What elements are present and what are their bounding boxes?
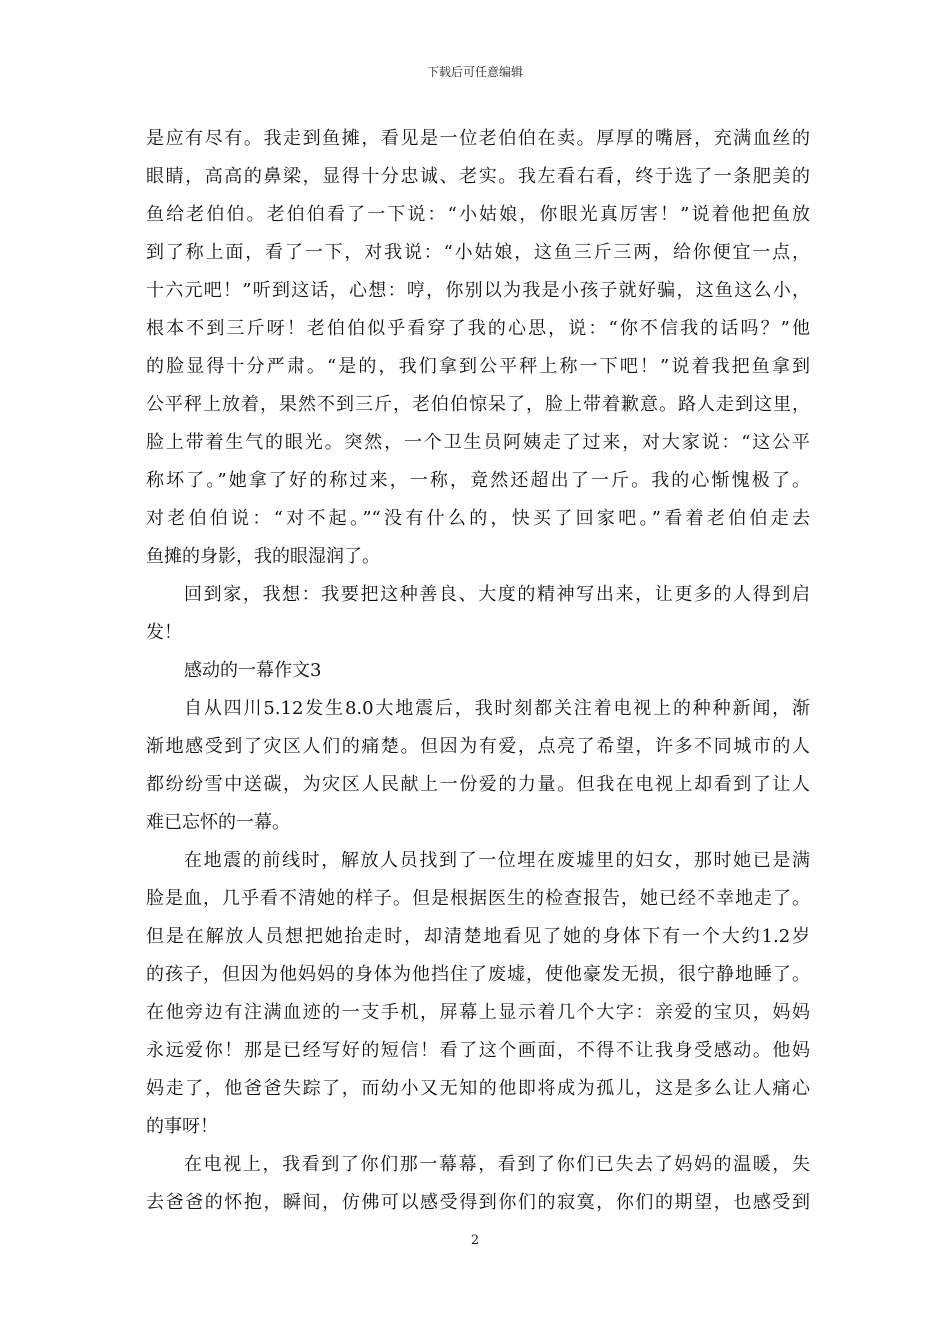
text-line: 到了称上面，看了一下，对我说：“小姑娘，这鱼三斤三两，给你便宜一点， xyxy=(146,242,810,263)
text-line: 渐地感受到了灾区人们的痛楚。但因为有爱，点亮了希望，许多不同城市的人 xyxy=(146,736,810,757)
text-line: 对老伯伯说：“对不起。”“没有什么的，快买了回家吧。”看着老伯伯走去 xyxy=(146,508,810,529)
text-line: 根本不到三斤呀！老伯伯似乎看穿了我的心思，说：“你不信我的话吗？”他 xyxy=(146,318,810,339)
text-line: 眼睛，高高的鼻梁，显得十分忠诚、老实。我左看右看，终于选了一条肥美的 xyxy=(146,166,810,187)
paragraph-start-line: 在地震的前线时，解放人员找到了一位埋在废墟里的妇女，那时她已是满 xyxy=(184,850,810,871)
text-line: 称坏了。”她拿了好的称过来，一称，竟然还超出了一斤。我的心惭愧极了。 xyxy=(146,470,810,491)
text-line: 脸上带着生气的眼光。突然，一个卫生员阿姨走了过来，对大家说：“这公平 xyxy=(146,432,810,453)
text-line: 永远爱你！那是已经写好的短信！看了这个画面，不得不让我身受感动。他妈 xyxy=(146,1040,810,1061)
text-line: 但是在解放人员想把她抬走时，却清楚地看见了她的身体下有一个大约1.2岁 xyxy=(146,926,810,947)
text-line: 脸是血，几乎看不清她的样子。但是根据医生的检查报告，她已经不幸地走了。 xyxy=(146,888,810,909)
text-line: 是应有尽有。我走到鱼摊，看见是一位老伯伯在卖。厚厚的嘴唇，充满血丝的 xyxy=(146,128,810,149)
text-line: 的孩子，但因为他妈妈的身体为他挡住了废墟，使他豪发无损，很宁静地睡了。 xyxy=(146,964,810,985)
page-header: 下载后可任意编辑 xyxy=(426,65,523,79)
text-line: 在他旁边有注满血迹的一支手机，屏幕上显示着几个大字：亲爱的宝贝，妈妈 xyxy=(146,1002,810,1023)
text-line: 去爸爸的怀抱，瞬间，仿佛可以感受得到你们的寂寞，你们的期望，也感受到 xyxy=(146,1192,810,1213)
paragraph-start-line: 回到家，我想：我要把这种善良、大度的精神写出来，让更多的人得到启 xyxy=(184,584,810,605)
text-line: 十六元吧！”听到这话，心想：哼，你别以为我是小孩子就好骗，这鱼这么小， xyxy=(146,280,810,301)
text-line: 发！ xyxy=(146,622,182,643)
text-line: 鱼给老伯伯。老伯伯看了一下说：“小姑娘，你眼光真厉害！”说着他把鱼放 xyxy=(146,204,810,225)
page-number: 2 xyxy=(470,1233,480,1248)
paragraph-start-line: 自从四川5.12发生8.0大地震后，我时刻都关注着电视上的种种新闻，渐 xyxy=(184,698,810,719)
text-line: 鱼摊的身影，我的眼湿润了。 xyxy=(146,546,380,567)
text-line: 难已忘怀的一幕。 xyxy=(146,812,290,833)
text-line: 公平秤上放着，果然不到三斤，老伯伯惊呆了，脸上带着歉意。路人走到这里， xyxy=(146,394,810,415)
text-line: 的事呀！ xyxy=(146,1116,218,1137)
text-line: 的脸显得十分严肃。“是的，我们拿到公平秤上称一下吧！”说着我把鱼拿到 xyxy=(146,356,810,377)
paragraph-start-line: 在电视上，我看到了你们那一幕幕，看到了你们已失去了妈妈的温暖，失 xyxy=(184,1154,810,1175)
text-line: 妈走了，他爸爸失踪了，而幼小又无知的他即将成为孤儿，这是多么让人痛心 xyxy=(146,1078,810,1099)
document-body xyxy=(146,120,810,1222)
text-line: 都纷纷雪中送碳，为灾区人民献上一份爱的力量。但我在电视上却看到了让人 xyxy=(146,774,810,795)
section-heading: 感动的一幕作文3 xyxy=(184,660,322,681)
